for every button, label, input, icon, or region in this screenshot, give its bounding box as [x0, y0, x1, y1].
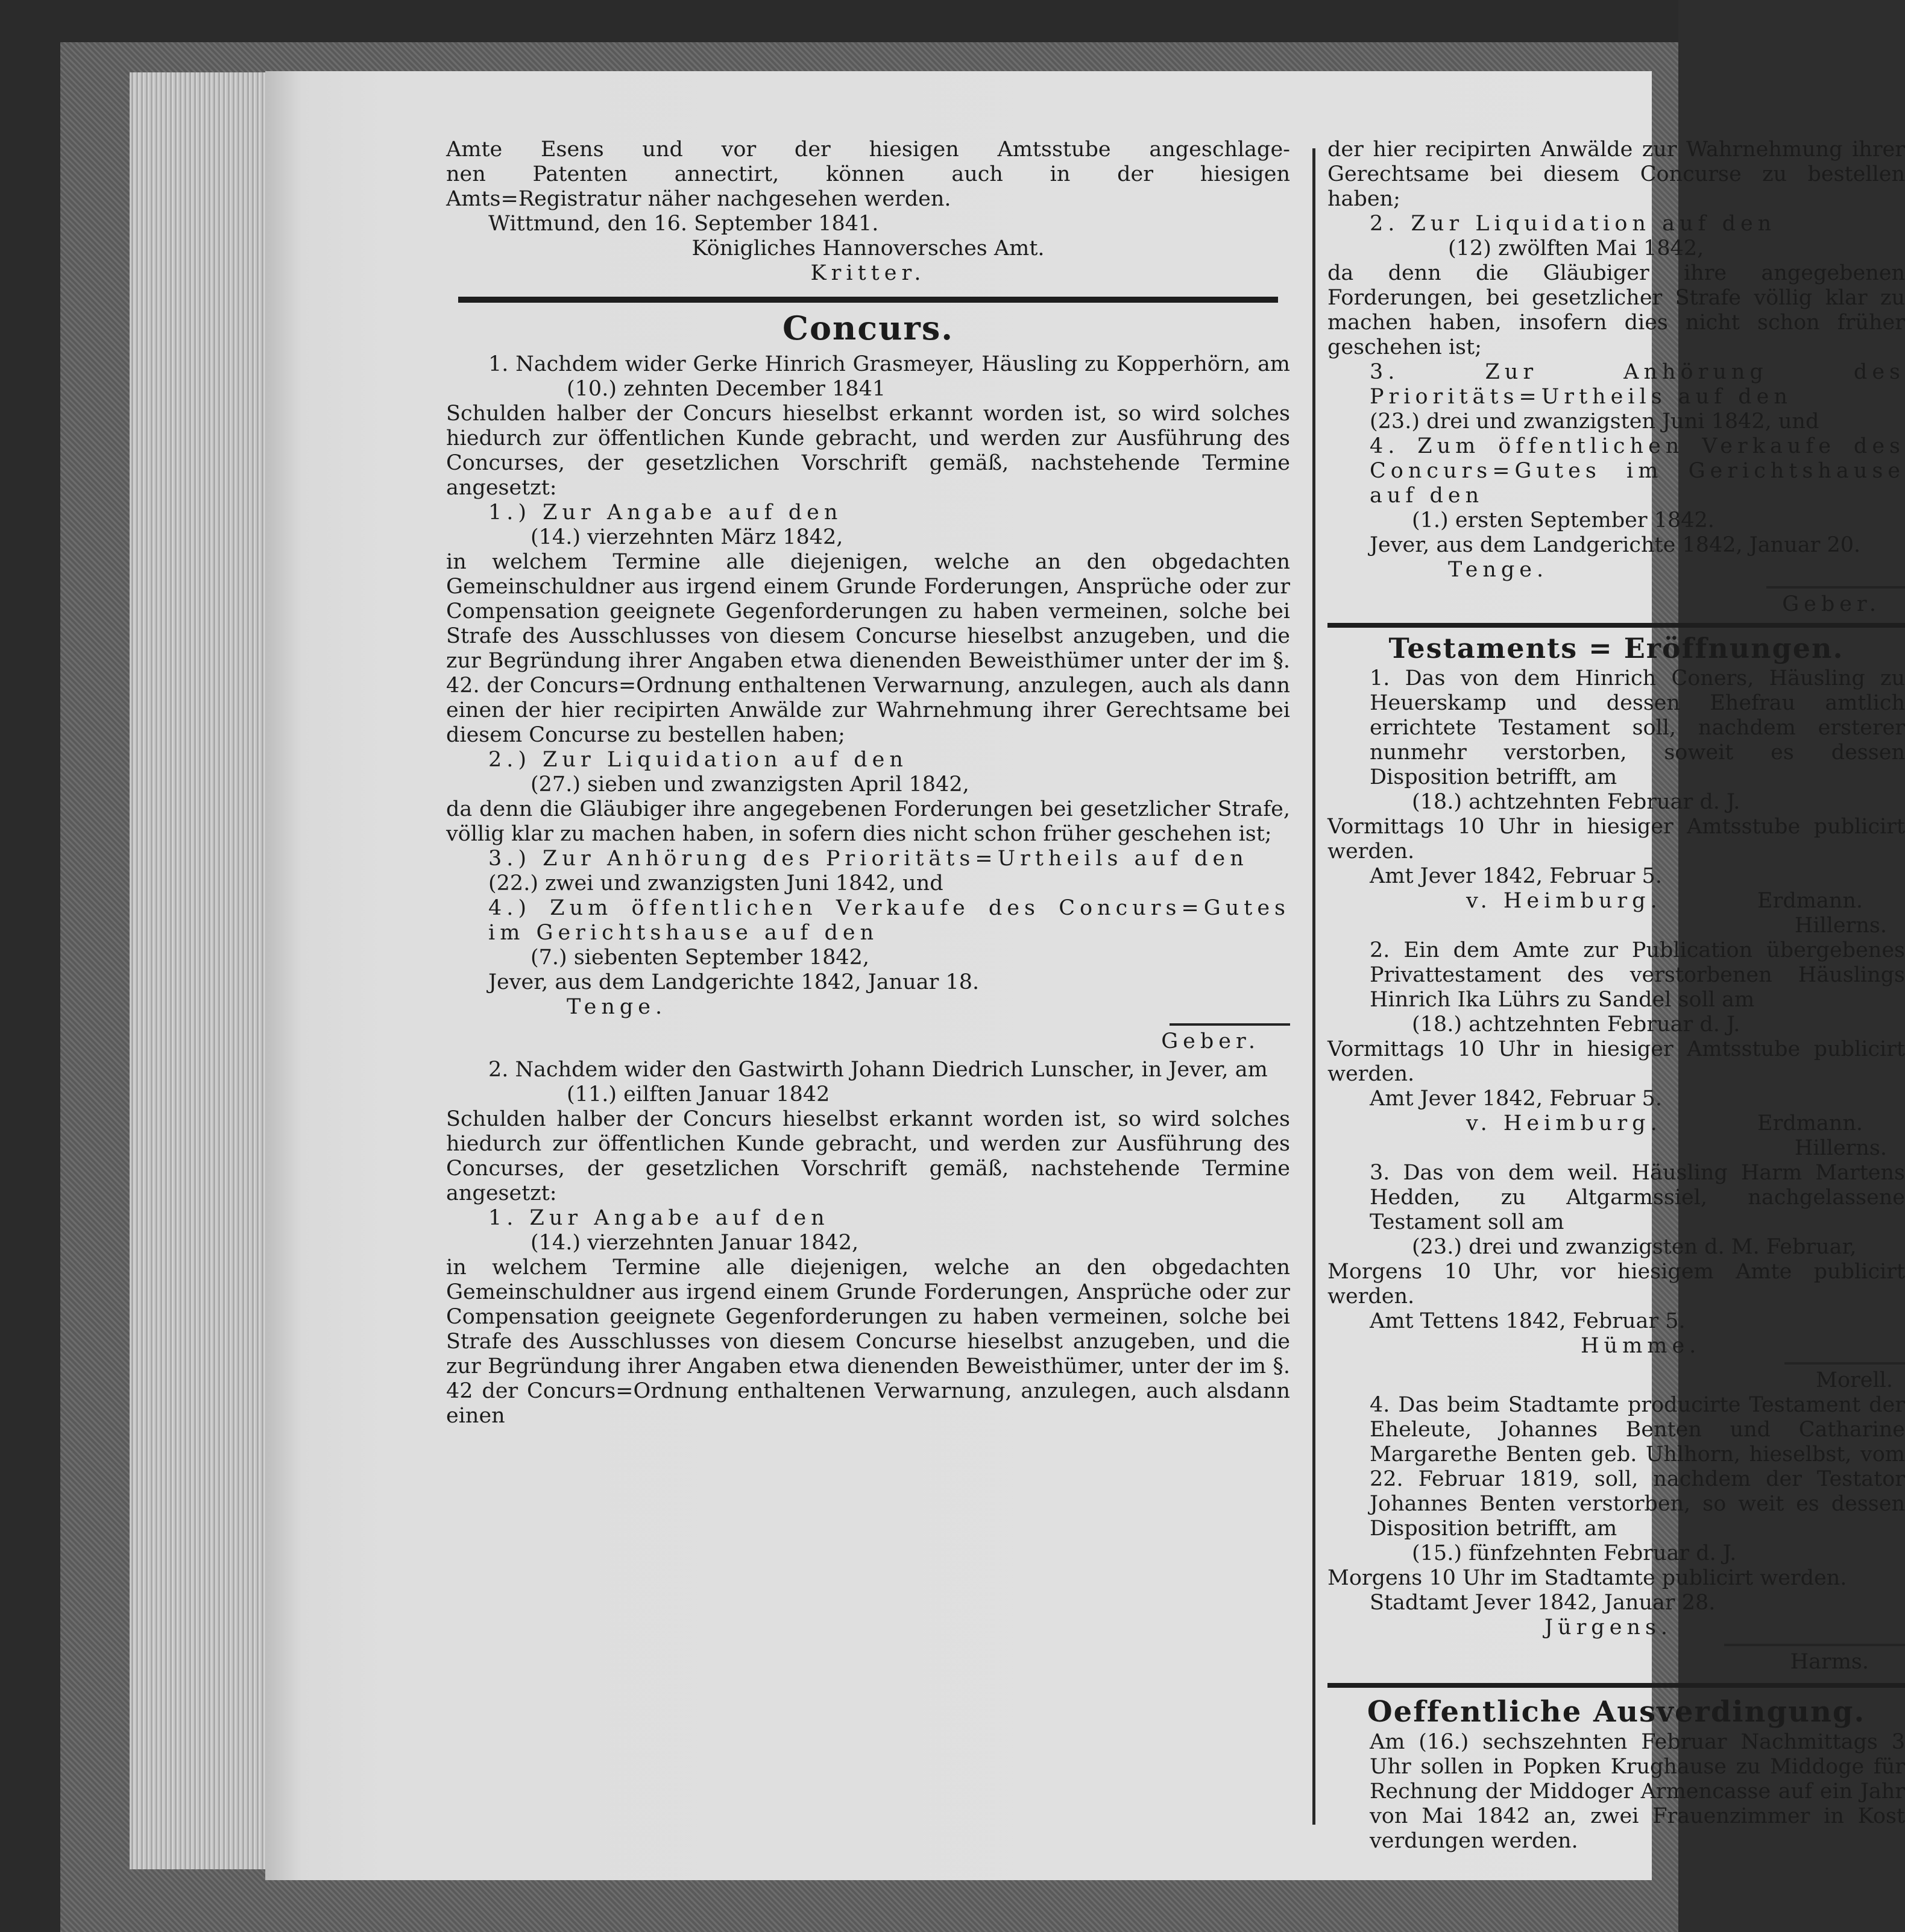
testament-2-signatures: [1327, 1111, 1905, 1136]
testament-2-clerk: Hillerns.: [1794, 1136, 1887, 1160]
ausverdingung-text: Am (16.) sechszehnten Februar Nachmittags 3 Uhr sollen in Popken Krughause zu Middoge für Rechnung der Middoger Armencasse auf ein Jahr von Mai 1842 an, zwei Frauenzimmer in Kost verdungen werden.: [1370, 1730, 1905, 1853]
section-rule: [458, 297, 1278, 303]
testament-3-text: 3. Das von dem weil. Häusling Harm Martens Hedden, zu Altgarmssiel, nachgelassene Testament soll am: [1370, 1161, 1905, 1234]
section-rule: [1327, 1683, 1905, 1688]
testament-2-date: (18.) achtzehnten Februar d. J.: [1412, 1012, 1740, 1037]
cont-term4-date: (1.) ersten September 1842.: [1412, 508, 1714, 532]
ausverdingung-heading: Oeffentliche Ausverdingung.: [1367, 1695, 1866, 1729]
concurs1-date: (10.) zehnten December 1841: [567, 377, 886, 401]
testament-1-place-date: Amt Jever 1842, Februar 5.: [1370, 864, 1662, 888]
cont-signature-2: Geber.: [1782, 592, 1881, 616]
testament-1-clerk: Hillerns.: [1794, 914, 1887, 938]
cont-term3: 3. Zur Anhörung des Prioritäts=Urtheils auf den: [1370, 360, 1905, 409]
concurs2-term1: 1. Zur Angabe auf den: [488, 1206, 830, 1230]
testament-2-text: 2. Ein dem Amte zur Publication übergebenes Privattestament des verstorbenen Häuslings Hinrich Ika Lührs zu Sandel soll am: [1370, 938, 1905, 1012]
signature-rule: [1766, 586, 1905, 589]
intro-signature: Kritter.: [810, 261, 926, 285]
testament-1-time: Vormittags 10 Uhr in hiesiger Amtsstube publicirt werden.: [1327, 815, 1905, 863]
concurs1-term1-text: in welchem Termine alle diejenigen, welche an den obgedachten Gemeinschuldner aus irgend einem Grunde Forderungen, Ansprüche oder zur Compensation geeignete Gegenforderungen zu haben vermeinen, solche bei Strafe des Ausschlusses von diesem Concurse hieselbst anzugeben, und die zur Begründung ihrer Angaben etwa dienenden Beweisthümer unter der im §. 42. der Concurs=Ordnung enthaltenen Verwarnung, anzulegen, auch als dann einen der hier recipirten Anwälde zur Wahrnehmung ihrer Gerechtsame bei diesem Concurse zu bestellen haben;: [446, 550, 1290, 747]
cont-place-date: Jever, aus dem Landgerichte 1842, Januar 20.: [1370, 533, 1861, 557]
intro-authority: Königliches Hannoversches Amt.: [691, 236, 1045, 260]
newspaper-page: [265, 71, 1905, 1880]
concurs1-term1-date: (14.) vierzehnten März 1842,: [531, 525, 843, 549]
testament-4-date: (15.) fünfzehnten Februar d. J.: [1412, 1541, 1737, 1565]
cont-term3-date: (23.) drei und zwanzigsten Juni 1842, und: [1370, 409, 1819, 434]
testament-2-sig-right: Erdmann.: [1757, 1111, 1863, 1135]
concurs2-term1-text: in welchem Termine alle diejenigen, welche an den obgedachten Gemeinschuldner aus irgend einem Grunde Forderungen, Ansprüche oder zur Compensation geeignete Gegenforderungen zu haben vermeinen, solche bei Strafe des Ausschlusses von diesem Concurse hieselbst anzugeben, und die zur Begründung ihrer Angaben etwa dienenden Beweisthümer, unter der im §. 42 der Concurs=Ordnung enthaltenen Verwarnung, anzulegen, auch alsdann einen: [446, 1255, 1290, 1428]
concurs1-term2: 2.) Zur Liquidation auf den: [488, 748, 908, 772]
cont-signature-1: Tenge.: [1448, 558, 1549, 582]
intro-line-3: Amts=Registratur näher nachgesehen werden.: [446, 187, 951, 211]
testament-heading: Testaments = Eröffnungen.: [1388, 632, 1844, 665]
signature-rule: [1724, 1644, 1905, 1646]
concurs1-signature-1: Tenge.: [567, 995, 667, 1019]
testament-4-time: Morgens 10 Uhr im Stadtamte publicirt werden.: [1327, 1566, 1847, 1590]
right-column: [1327, 137, 1905, 1854]
left-column: [446, 137, 1290, 1428]
concurs1-term2-text: da denn die Gläubiger ihre angegebenen Forderungen bei gesetzlicher Strafe, völlig klar zu machen haben, in sofern dies nicht schon früher geschehen ist;: [446, 797, 1290, 846]
concurs2-text: Schulden halber der Concurs hieselbst erkannt worden ist, so wird solches hiedurch zur öffentlichen Kunde gebracht, und werden zur Ausführung des Concurses, der gesetzlichen Vorschrift gemäß, nachstehende Termine angesetzt:: [446, 1107, 1290, 1205]
signature-rule: [1784, 1362, 1905, 1365]
testament-3-clerk: Morell.: [1816, 1368, 1893, 1392]
concurs1-term4-date: (7.) siebenten September 1842,: [531, 945, 870, 970]
testament-3-sig-left: Hümme.: [1581, 1334, 1701, 1358]
testament-2-time: Vormittags 10 Uhr in hiesiger Amtsstube publicirt werden.: [1327, 1037, 1905, 1086]
concurs2-date: (11.) eilften Januar 1842: [567, 1082, 830, 1106]
concurs1-term2-date: (27.) sieben und zwanzigsten April 1842,: [531, 772, 969, 797]
testament-4-place-date: Stadtamt Jever 1842, Januar 28.: [1370, 1591, 1716, 1615]
testament-1-sig-right: Erdmann.: [1757, 889, 1863, 913]
concurs2-intro: 2. Nachdem wider den Gastwirth Johann Diedrich Lunscher, in Jever, am: [488, 1058, 1268, 1082]
testament-1-date: (18.) achtzehnten Februar d. J.: [1412, 790, 1740, 814]
testament-2-place-date: Amt Jever 1842, Februar 5.: [1370, 1087, 1662, 1111]
testament-3-time: Morgens 10 Uhr, vor hiesigem Amte publicirt werden.: [1327, 1260, 1905, 1309]
concurs-heading: Concurs.: [782, 309, 954, 347]
testament-3-date: (23.) drei und zwanzigsten d. M. Februar,: [1412, 1235, 1857, 1259]
testament-1-signatures: [1327, 889, 1905, 914]
cont-term2-date: (12) zwölften Mai 1842,: [1448, 236, 1704, 260]
concurs2-term1-date: (14.) vierzehnten Januar 1842,: [531, 1231, 859, 1255]
cont-term2: 2. Zur Liquidation auf den: [1370, 212, 1777, 236]
concurs1-term3: 3.) Zur Anhörung des Prioritäts=Urtheils auf den: [488, 847, 1248, 871]
section-rule: [1327, 623, 1905, 628]
concurs1-signature-2: Geber.: [1161, 1029, 1260, 1053]
intro-date: Wittmund, den 16. September 1841.: [488, 212, 879, 236]
cont-term2-text: da denn die Gläubiger ihre angegebenen Forderungen, bei gesetzlicher Strafe völlig klar zu machen haben, insofern dies nicht schon früher geschehen ist;: [1327, 261, 1905, 359]
testament-3-place-date: Amt Tettens 1842, Februar 5.: [1370, 1309, 1686, 1333]
intro-line-1: Amte Esens und vor der hiesigen Amtsstube angeschlage-: [446, 137, 1290, 162]
concurs1-text: Schulden halber der Concurs hieselbst erkannt worden ist, so wird solches hiedurch zur öffentlichen Kunde gebracht, und werden zur Ausführung des Concurses, der gesetzlichen Vorschrift gemäß, nachstehende Termine angesetzt:: [446, 402, 1290, 500]
signature-rule: [1170, 1023, 1290, 1026]
testament-4-sig-left: Jürgens.: [1544, 1615, 1673, 1640]
testament-1-sig-left: v. Heimburg.: [1466, 889, 1662, 913]
concurs1-place-date: Jever, aus dem Landgerichte 1842, Januar 18.: [488, 970, 980, 994]
page-edges: [130, 72, 268, 1869]
concurs1-term3-date: (22.) zwei und zwanzigsten Juni 1842, und: [488, 871, 943, 895]
testament-1-text: 1. Das von dem Hinrich Coners, Häusling zu Heuerskamp und dessen Ehefrau amtlich errichtete Testament soll, nachdem ersterer nunmehr verstorben, soweit es dessen Disposition betrifft, am: [1370, 666, 1905, 789]
concurs1-intro: 1. Nachdem wider Gerke Hinrich Grasmeyer, Häusling zu Kopperhörn, am: [488, 352, 1290, 376]
testament-4-text: 4. Das beim Stadtamte producirte Testament der Eheleute, Johannes Benten und Catharine Margarethe Benten geb. Uhlhorn, hieselbst, vom 22. Februar 1819, soll, nachdem der Testator Johannes Benten verstorben, so weit es dessen Disposition betrifft, am: [1370, 1393, 1905, 1541]
testament-2-sig-left: v. Heimburg.: [1466, 1111, 1662, 1135]
cont-text: der hier recipirten Anwälde zur Wahrnehmung ihrer Gerechtsame bei diesem Concurse zu bestellen haben;: [1327, 137, 1905, 211]
column-divider: [1312, 148, 1315, 1825]
concurs1-term1: 1.) Zur Angabe auf den: [488, 500, 843, 525]
testament-4-clerk: Harms.: [1790, 1650, 1869, 1674]
concurs1-term4: 4.) Zum öffentlichen Verkaufe des Concurs=Gutes im Gerichtshause auf den: [488, 896, 1290, 945]
intro-line-2: nen Patenten annectirt, können auch in der hiesigen: [446, 162, 1290, 186]
cont-term4: 4. Zum öffentlichen Verkaufe des Concurs=Gutes im Gerichtshause auf den: [1370, 434, 1905, 508]
